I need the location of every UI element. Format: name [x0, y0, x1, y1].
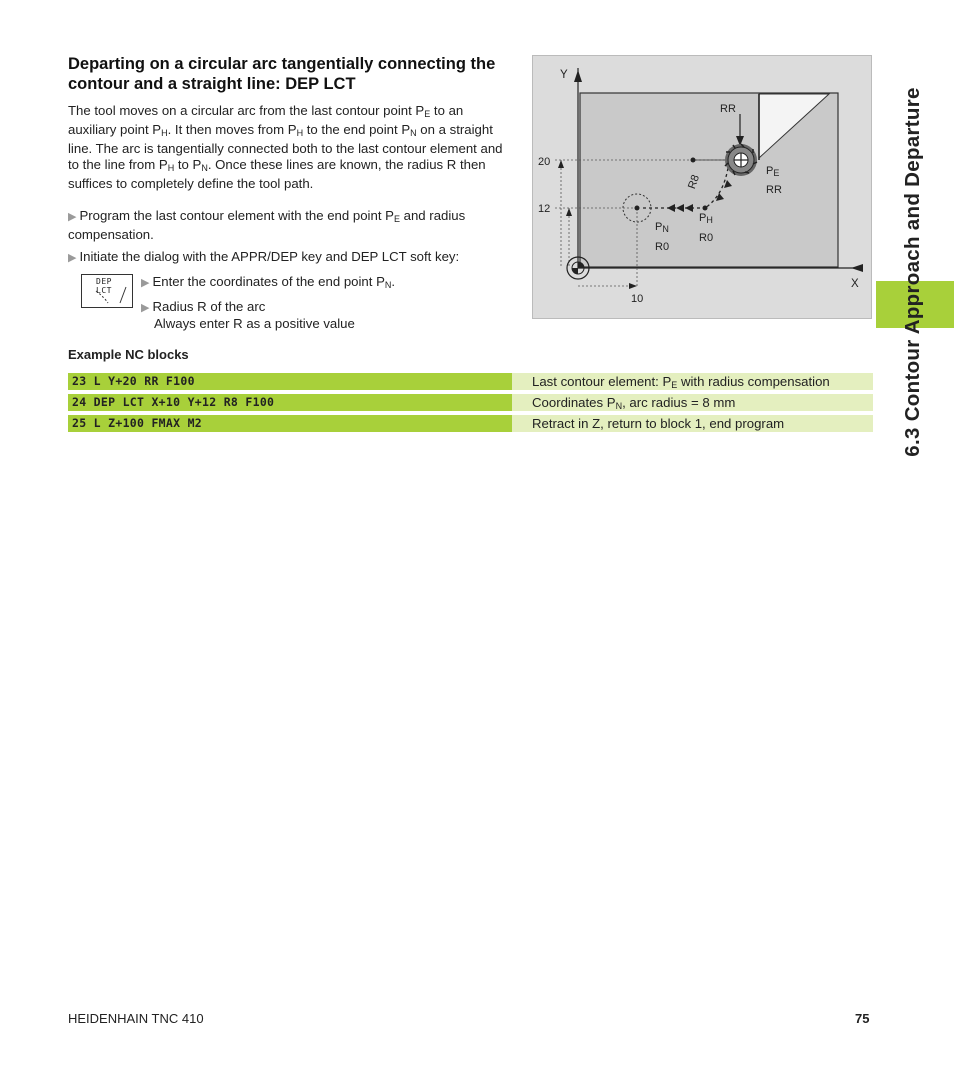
triangle-bullet-icon: ▶ [68, 211, 77, 223]
y-axis-arrow [574, 70, 582, 82]
ph-r0-label: R0 [699, 232, 714, 244]
triangle-bullet-icon: ▶ [68, 252, 77, 264]
softkey-label: DEP LCT [96, 277, 112, 295]
nc-description: Retract in Z, return to block 1, end program [512, 415, 873, 432]
ph-label: $P_H$ [699, 212, 713, 225]
nc-block-row [68, 394, 873, 411]
intro-paragraph: The tool moves on a circular arc from the last contour point $P_E$ to an auxiliary point $P_H$. It then moves from $P_H$ to the end point $P_N$ on a straight line. The arc is tangentially connected both to the last contour element and to the line from $P_H$ to $P_N$. Once these lines are known, the radius R then suffices to completely define the tool path. [68, 103, 503, 191]
bullet-program-contour: ▶ Program the last contour element with the end point $P_E$ and radius compensation. [68, 208, 466, 242]
tick-12: 12 [538, 203, 551, 215]
dim-x10-arrow [629, 283, 637, 289]
r8-label: R8 [685, 173, 703, 191]
x-axis-label: X [851, 278, 859, 290]
pe-rr-label: RR [766, 184, 782, 196]
nc-description: Last contour element: $P_E$ with radius compensation [512, 373, 873, 390]
chapter-side-title: 6.3 Contour Approach and Departure [901, 87, 924, 457]
y-axis-label: Y [560, 69, 568, 81]
nc-block-row [68, 373, 873, 390]
dim-y12-arrow [566, 208, 572, 216]
arc-center [691, 158, 696, 163]
bullet-initiate-dialog: ▶ Initiate the dialog with the APPR/DEP key and DEP LCT soft key: [68, 249, 460, 264]
tick-10: 10 [631, 293, 644, 305]
point-ph [703, 206, 708, 211]
nc-code: 24 DEP LCT X+10 Y+12 R8 F100 [68, 394, 512, 411]
point-pn [635, 206, 640, 211]
bullet-radius: ▶ Radius R of the arc Always enter R as a positive value [141, 299, 355, 331]
footer-product: HEIDENHAIN TNC 410 [68, 1011, 204, 1026]
dep-lct-diagram [532, 55, 872, 319]
section-heading: Departing on a circular arc tangentially connecting the contour and a straight line: DEP LCT [68, 55, 496, 93]
nc-description: Coordinates $P_N$, arc radius = 8 mm [512, 394, 873, 411]
nc-block-row [68, 415, 873, 432]
bullet-enter-coordinates: ▶ Enter the coordinates of the end point $P_N$. [141, 274, 396, 290]
pn-label: $P_N$ [655, 221, 669, 234]
nc-code: 23 L Y+20 RR F100 [68, 373, 512, 390]
dep-lct-softkey[interactable] [81, 274, 133, 308]
example-title: Example NC blocks [68, 347, 189, 362]
triangle-bullet-icon: ▶ [141, 277, 150, 289]
triangle-bullet-icon: ▶ [141, 302, 150, 314]
tick-20: 20 [538, 156, 551, 168]
rr-label-top: RR [720, 103, 736, 115]
milling-cutter-icon [725, 144, 757, 176]
diagram-graphic [533, 56, 873, 320]
pe-label: $P_E$ [766, 165, 780, 178]
page-number: 75 [855, 1011, 870, 1026]
pn-r0-label: R0 [655, 241, 670, 253]
nc-code: 25 L Z+100 FMAX M2 [68, 415, 512, 432]
x-axis-arrow [851, 264, 863, 272]
dim-y20-arrow [558, 160, 564, 168]
softkey-path-icon [82, 275, 132, 307]
